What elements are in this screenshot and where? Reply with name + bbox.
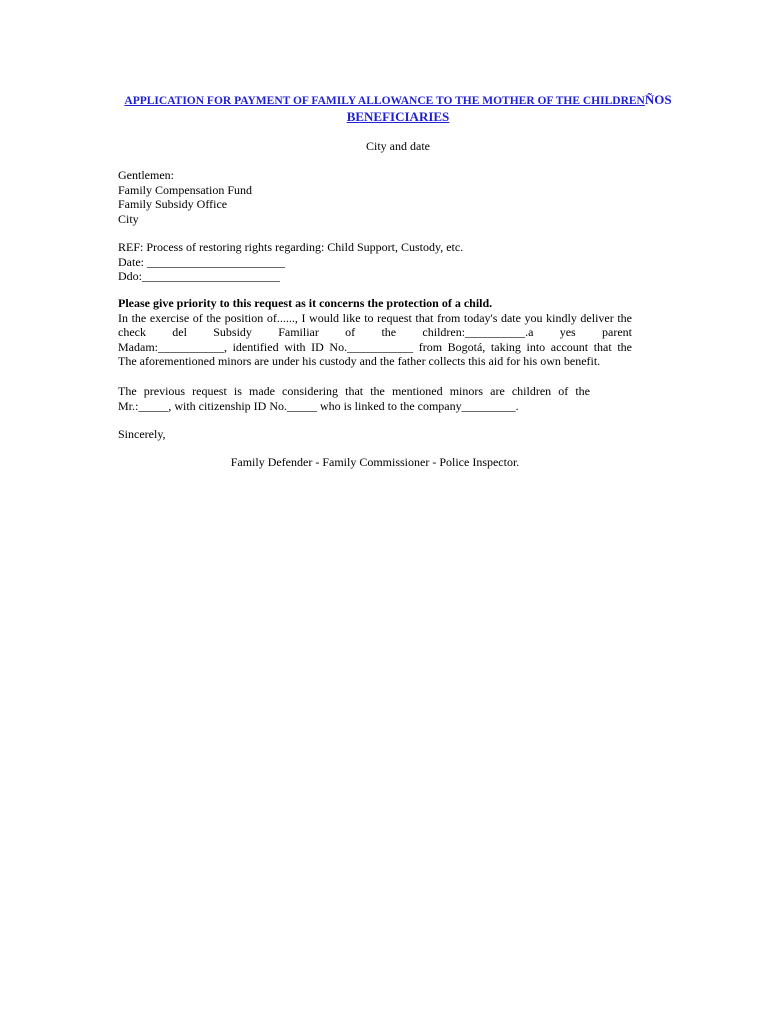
paragraph-2-block	[118, 384, 632, 413]
signature-line: Family Defender - Family Commissioner - Police Inspector.	[230, 455, 520, 469]
closing-block	[118, 427, 632, 442]
title-line-1-suffix: ÑOS	[644, 92, 672, 107]
paragraph-2-line: Mr.:_____, with citizenship ID No._____ who is linked to the company_________.	[118, 398, 519, 413]
paragraph-1-line: check del Subsidy Familiar of the children:__________.a yes parent	[118, 325, 632, 340]
paragraph-1-line: In the exercise of the position of......, I would like to request that from today's date you kindly deliver the	[118, 310, 632, 325]
priority-statement: Please give priority to this request as it concerns the protection of a child.	[118, 296, 493, 310]
paragraph-2-line: The previous request is made considering that the mentioned minors are children of the	[118, 384, 590, 398]
recipient-block	[118, 168, 632, 226]
recipient-line: Family Compensation Fund	[118, 182, 253, 197]
paragraph-1-line: The aforementioned minors are under his custody and the father collects this aid for his own benefit.	[118, 354, 601, 369]
closing-salutation: Sincerely,	[118, 427, 166, 441]
city-and-date: City and date	[366, 139, 430, 153]
document-title	[118, 92, 678, 125]
title-line-1	[118, 92, 678, 109]
paragraph-1-line: Madam:___________, identified with ID No.___________ from Bogotá, taking into account that the	[118, 339, 632, 354]
recipient-line: Gentlemen:	[118, 168, 174, 182]
title-line-1-text: APPLICATION FOR PAYMENT OF FAMILY ALLOWANCE TO THE MOTHER OF THE CHILDREN	[124, 95, 645, 107]
recipient-line: Family Subsidy Office	[118, 197, 228, 212]
date-field-line: Date: _______________________	[118, 254, 285, 269]
ddo-field-line: Ddo:_______________________	[118, 269, 280, 284]
reference-line: REF: Process of restoring rights regarding: Child Support, Custody, etc.	[118, 240, 464, 254]
recipient-line: City	[118, 211, 139, 226]
reference-block	[118, 240, 632, 284]
title-line-2: BENEFICIARIES	[346, 109, 450, 124]
request-block	[118, 296, 632, 369]
